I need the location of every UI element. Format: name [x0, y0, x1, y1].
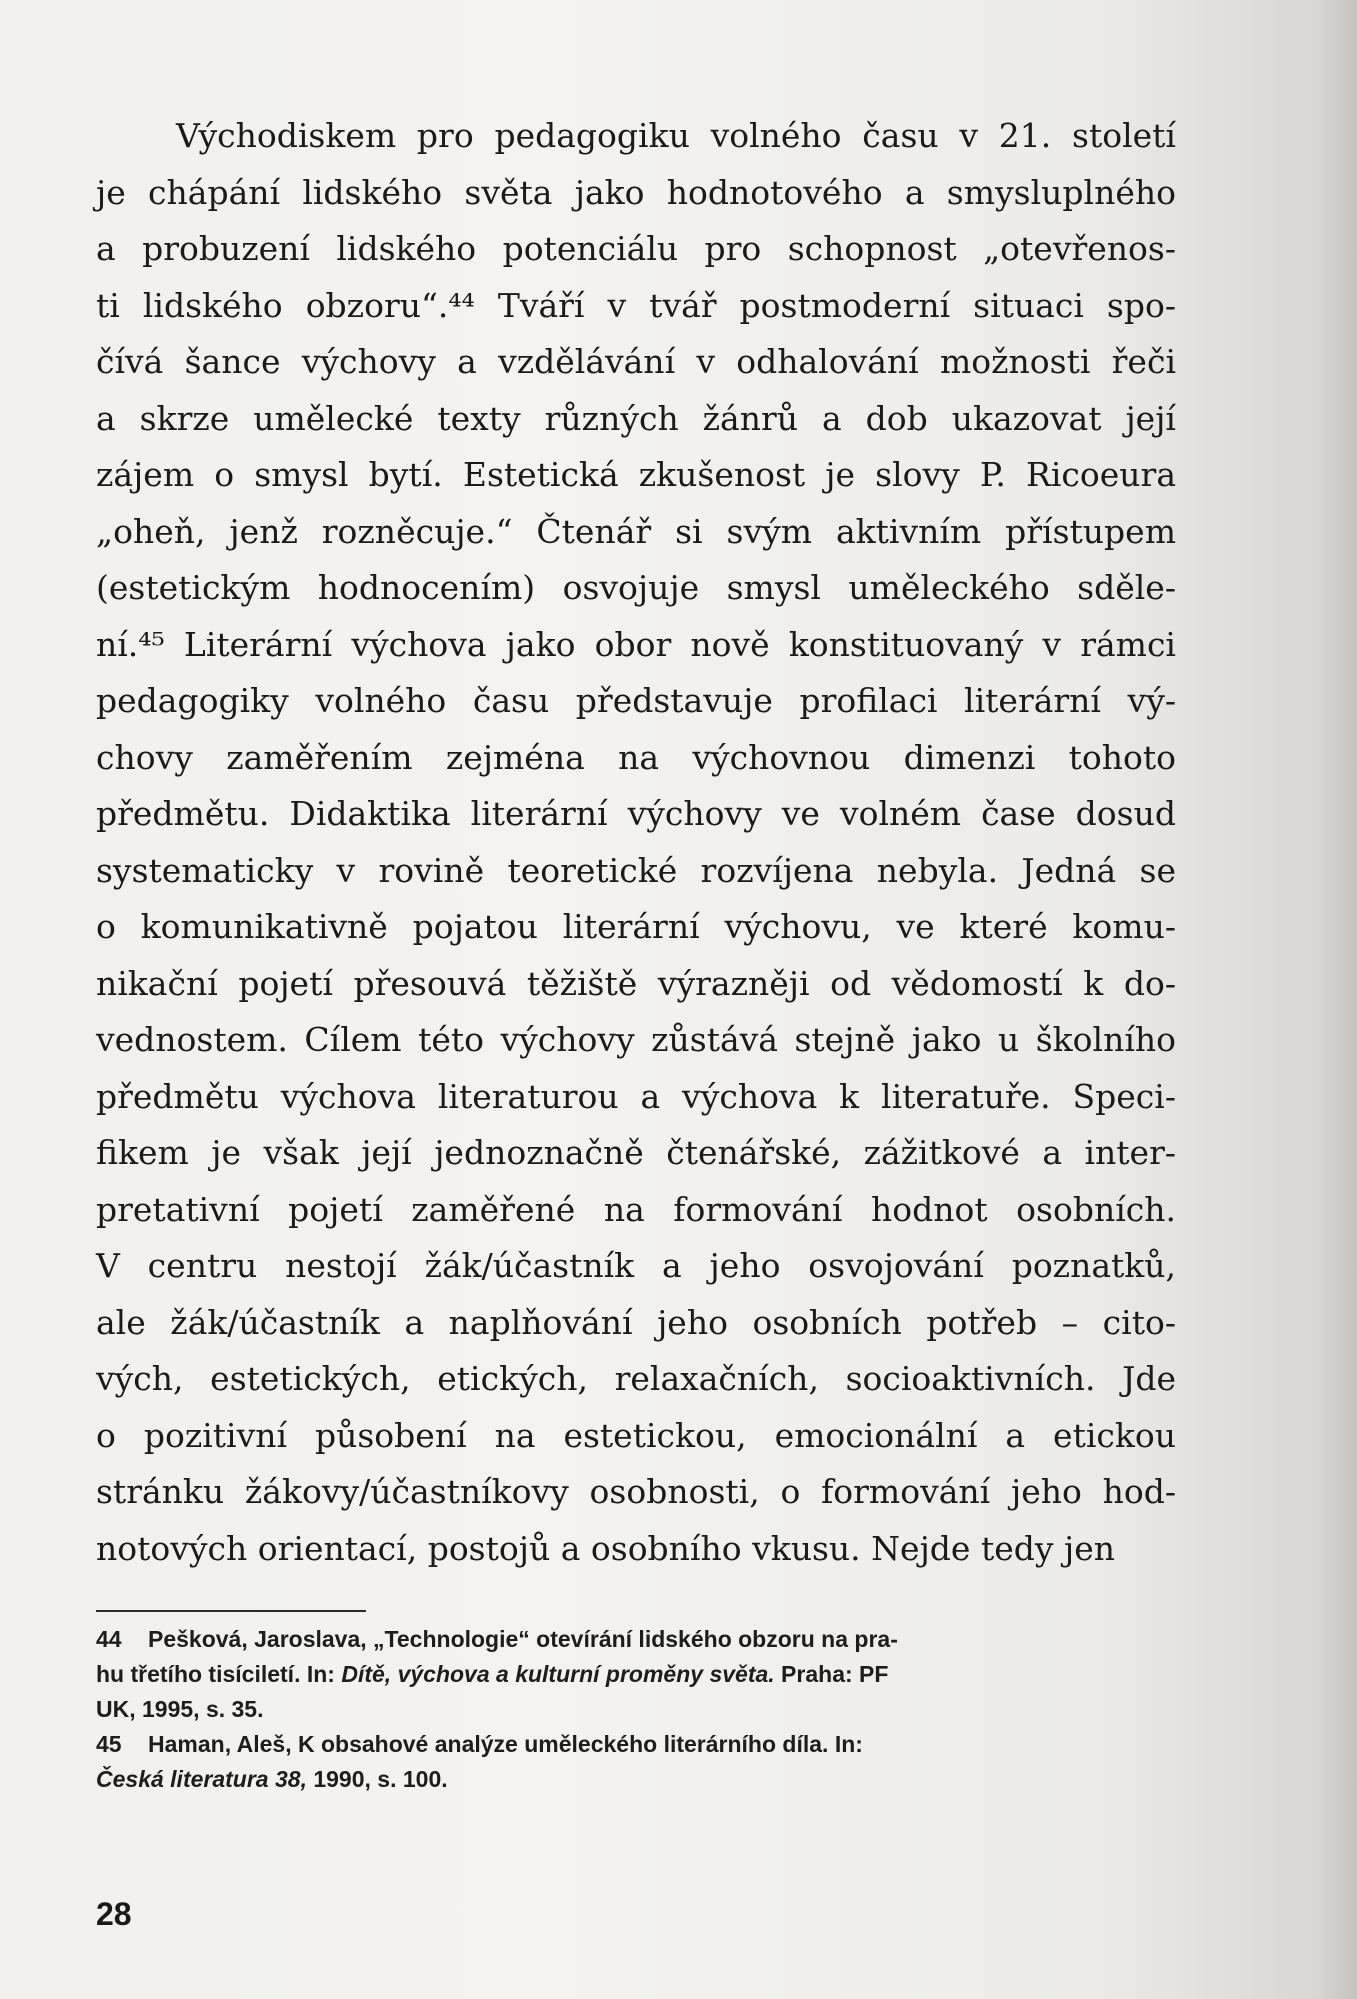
text-line: (estetickým hodnocením) osvojuje smysl uměleckého sděle- — [96, 568, 1176, 607]
footnotes — [96, 1622, 1146, 1797]
footnote-italic-title: Česká literatura 38, — [96, 1766, 307, 1792]
page-number: 28 — [96, 1896, 132, 1932]
footnote-text: 1990, s. 100. — [306, 1766, 448, 1792]
text-line: ti lidského obzoru“.⁴⁴ Tváří v tvář postmoderní situaci spo- — [96, 285, 1176, 325]
text-line: nikační pojetí přesouvá těžiště výrazněji od vědomostí k do- — [96, 963, 1176, 1003]
text-line: o pozitivní působení na estetickou, emocionální a etickou — [96, 1415, 1176, 1455]
footnote-text: Pešková, Jaroslava, „Technologie“ otevírání lidského obzoru na pra- — [148, 1626, 898, 1652]
text-line: stránku žákovy/účastníkovy osobnosti, o formování jeho hod- — [96, 1472, 1176, 1511]
text-line: ní.⁴⁵ Literární výchova jako obor nově konstituovaný v rámci — [96, 624, 1176, 664]
text-line: čívá šance výchovy a vzdělávání v odhalování možnosti řeči — [96, 342, 1176, 381]
footnote-italic-title: Dítě, výchova a kulturní proměny světa. — [341, 1661, 775, 1687]
footnote-45-line — [96, 1727, 1146, 1762]
text-line: o komunikativně pojatou literární výchovu, ve které komu- — [96, 907, 1176, 946]
text-line: notových orientací, postojů a osobního vkusu. Nejde tedy jen — [96, 1528, 1116, 1568]
footnote-44-line — [96, 1622, 1146, 1657]
text-line: a probuzení lidského potenciálu pro schopnost „otevřenos- — [96, 229, 1176, 268]
body-paragraph — [96, 108, 1176, 1577]
footnote-number: 45 — [96, 1731, 122, 1757]
text-line: fikem je však její jednoznačně čtenářské, zážitkové a inter- — [96, 1133, 1176, 1172]
text-line: chovy zaměřením zejména na výchovnou dimenzi tohoto — [96, 737, 1176, 777]
text-line: systematicky v rovině teoretické rozvíjena nebyla. Jedná se — [96, 850, 1176, 890]
footnote-text: hu třetího tisíciletí. In: — [96, 1661, 342, 1687]
text-line: vednostem. Cílem této výchovy zůstává stejně jako u školního — [96, 1020, 1176, 1059]
text-line: zájem o smysl bytí. Estetická zkušenost je slovy P. Ricoeura — [96, 455, 1176, 494]
footnote-number: 44 — [96, 1626, 122, 1652]
text-line: V centru nestojí žák/účastník a jeho osvojování poznatků, — [96, 1246, 1176, 1285]
text-line: ale žák/účastník a naplňování jeho osobních potřeb – cito- — [96, 1302, 1176, 1342]
text-line: předmětu výchova literaturou a výchova k literatuře. Speci- — [96, 1076, 1176, 1116]
text-line: a skrze umělecké texty různých žánrů a dob ukazovat její — [96, 398, 1176, 438]
text-line: vých, estetických, etických, relaxačních, socioaktivních. Jde — [96, 1359, 1176, 1398]
text-line: Východiskem pro pedagogiku volného času v 21. století — [176, 116, 1176, 155]
footnote-text: UK, 1995, s. 35. — [96, 1696, 264, 1722]
text-line: předmětu. Didaktika literární výchovy ve volném čase dosud — [96, 794, 1176, 833]
footnote-44-line — [96, 1657, 1146, 1692]
text-line: „oheň, jenž rozněcuje.“ Čtenář si svým aktivním přístupem — [96, 511, 1176, 551]
footnote-44-line — [96, 1692, 1146, 1727]
footnote-separator — [96, 1610, 366, 1612]
footnote-text: Haman, Aleš, K obsahové analýze uměleckého literárního díla. In: — [148, 1731, 863, 1757]
footnote-text: Praha: PF — [774, 1661, 889, 1687]
text-line: pretativní pojetí zaměřené na formování hodnot osobních. — [96, 1189, 1176, 1229]
footnote-45-line — [96, 1762, 1146, 1797]
text-line: je chápání lidského světa jako hodnotového a smysluplného — [96, 172, 1176, 212]
text-line: pedagogiky volného času představuje profilaci literární vý- — [96, 681, 1176, 720]
